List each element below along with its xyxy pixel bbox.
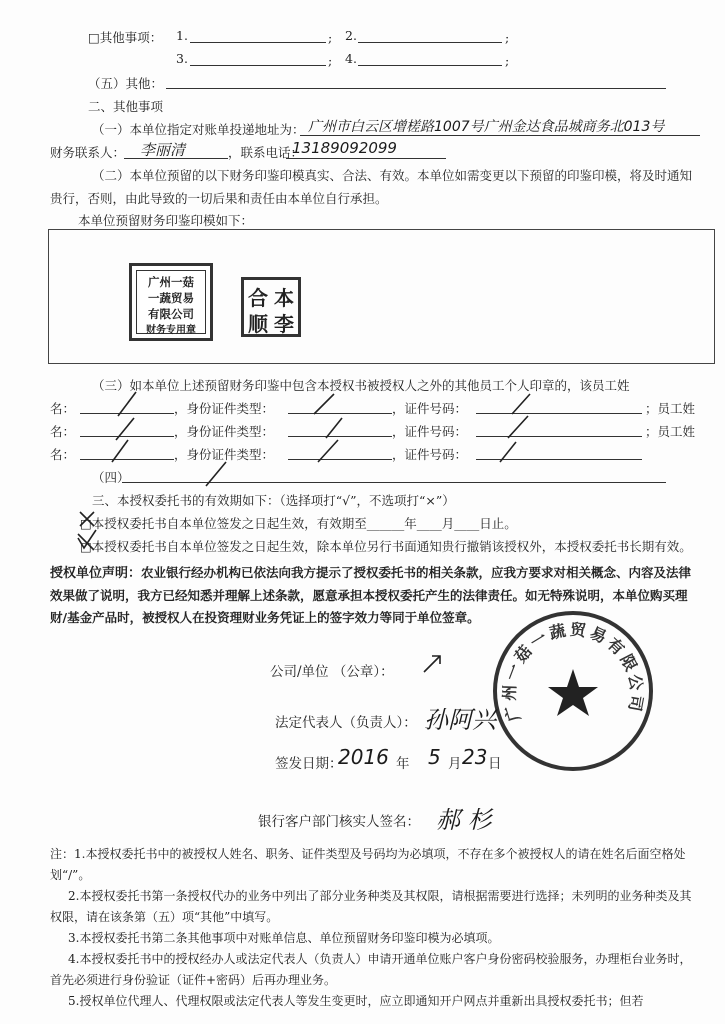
emp1-idno-label: ，证件号码： xyxy=(392,401,468,416)
phone-value: 13189092099 xyxy=(292,139,397,157)
emp1-next-label: ；员工姓 xyxy=(645,401,696,416)
finance-contact-value: 李丽清 xyxy=(140,141,186,159)
personal-seal-char-3: 顺 xyxy=(248,312,268,336)
validity-option-1[interactable]: □本授权委托书自本单位签发之日起生效，有效期至______年____月____日止。 xyxy=(80,516,517,531)
finance-seal-line-2: 一蔬贸易 xyxy=(148,291,194,305)
bank-verifier-label: 银行客户部门核实人签名： xyxy=(258,814,420,830)
finance-seal-line-4: 财务专用章 xyxy=(146,325,196,336)
semi-1: ; xyxy=(328,30,333,45)
address-label: （一）本单位指定对账单投递地址为： xyxy=(92,122,305,137)
note-2: 2.本授权委托书第一条授权代办的业务中列出了部分业务种类及其权限，请根据需要进行选择；未列明的业务种类及其权限，请在该条第（五）项“其他”中填写。 xyxy=(50,889,692,924)
issue-date-year: 2016 xyxy=(338,745,389,769)
issue-date-month-unit: 月 xyxy=(448,756,462,772)
issue-date-day-unit: 日 xyxy=(488,756,502,772)
declaration-label: 授权单位声明： xyxy=(50,566,142,581)
company-seal-label: 公司/单位 （公章）： xyxy=(270,664,394,680)
other-item-3-num: 3. xyxy=(176,51,188,66)
emp2-name-label: 名： xyxy=(50,424,76,439)
finance-seal-line-1: 广州一菇 xyxy=(148,275,194,289)
personal-seal-char-2: 本 xyxy=(274,286,294,310)
personal-seal-char-1: 合 xyxy=(248,286,268,310)
other-items-label: □其他事项： xyxy=(88,30,163,45)
emp2-idtype-label: ，身份证件类型： xyxy=(174,424,275,439)
other-item-4-num: 4. xyxy=(345,51,357,66)
seal-heading: 本单位预留财务印鉴印模如下： xyxy=(78,213,254,228)
declaration-text: 农业银行经办机构已依法向我方提示了授权委托书的相关条款，应我方要求对相关概念、内容及法律效果做了说明，我方已经知悉并理解上述条款，愿意承担本授权委托产生的法律责任。如无特殊说明，本单位购买理财/基金产品时，被授权人在投资理财业务凭证上的签字效力等同于单位签章。 xyxy=(50,565,692,625)
personal-seal-char-4: 李 xyxy=(274,312,294,336)
section2-title: 二、其他事项 xyxy=(88,99,164,114)
validity-option-2[interactable]: □本授权委托书自本单位签发之日起生效，除本单位另行书面通知贵行撤销该授权外，本授权委托书长期有效。 xyxy=(80,539,692,554)
note-1: 注：1.本授权委托书中的被授权人姓名、职务、证件类型及号码均为必填项，不存在多个被授权人的请在姓名后面空格处划“/”。 xyxy=(50,847,686,882)
bank-verifier-signature: 郝 杉 xyxy=(436,806,492,834)
company-slash-mark xyxy=(420,652,446,676)
note-4: 4.本授权委托书中的授权经办人或法定代表人（负责人）申请开通单位账户客户身份密码校验服务，办理柜台业务时，首先必须进行身份验证（证件+密码）后再办理业务。 xyxy=(50,952,692,987)
phone-label: ，联系电话： xyxy=(228,145,304,160)
five-other-label: （五）其他： xyxy=(88,76,164,91)
emp3-name-label: 名： xyxy=(50,447,76,462)
star-icon xyxy=(548,669,598,716)
note-3: 3.本授权委托书第二条其他事项中对账单信息、单位预留财务印鉴印模为必填项。 xyxy=(68,931,500,945)
issue-date-day: 23 xyxy=(462,745,488,769)
finance-seal-line-3: 有限公司 xyxy=(148,307,194,321)
item2-line1: （二）本单位预留的以下财务印鉴印模真实、合法、有效。本单位如需变更以下预留的印鉴印模，将及时通知 xyxy=(92,168,693,183)
semi-2: ; xyxy=(505,30,510,45)
issue-date-month: 5 xyxy=(428,745,441,769)
item3-line1: （三）如本单位上述预留财务印鉴中包含本授权书被授权人之外的其他员工个人印章的，该员工姓 xyxy=(92,378,630,393)
other-item-2-num: 2. xyxy=(345,28,357,43)
other-item-1-num: 1. xyxy=(176,28,188,43)
finance-contact-label: 财务联系人： xyxy=(50,145,126,160)
issue-date-label: 签发日期： xyxy=(275,756,343,772)
round-seal-text: 广州一菇一蔬贸易有限公司 xyxy=(499,619,647,724)
emp2-idno-label: ，证件号码： xyxy=(392,424,468,439)
cross-out-marks xyxy=(0,0,725,500)
emp1-idtype-label: ，身份证件类型： xyxy=(174,401,275,416)
semi-4: ; xyxy=(505,53,510,68)
company-round-seal xyxy=(493,611,653,771)
emp1-name-label: 名： xyxy=(50,401,76,416)
emp3-idtype-label: ，身份证件类型： xyxy=(174,447,275,462)
note-5: 5.授权单位代理人、代理权限或法定代表人等发生变更时，应立即通知开户网点并重新出具授权委托书；但若 xyxy=(68,994,644,1008)
emp3-idno-label: ，证件号码： xyxy=(392,447,468,462)
checkmarks xyxy=(72,504,102,556)
section3-title: 三、本授权委托书的有效期如下：（选择项打“√”，不选项打“×”） xyxy=(92,493,455,508)
legal-rep-signature: 孙阿兴 xyxy=(424,706,496,734)
semi-3: ; xyxy=(328,53,333,68)
item2-line2: 贵行，否则，由此导致的一切后果和责任由本单位自行承担。 xyxy=(50,191,388,206)
item4-label: （四） xyxy=(92,470,130,485)
emp2-next-label: ；员工姓 xyxy=(645,424,696,439)
issue-date-year-unit: 年 xyxy=(396,756,410,772)
legal-rep-label: 法定代表人（负责人）： xyxy=(275,715,417,731)
address-value: 广州市白云区增槎路1007号广州金达食品城商务北013号 xyxy=(308,119,665,135)
